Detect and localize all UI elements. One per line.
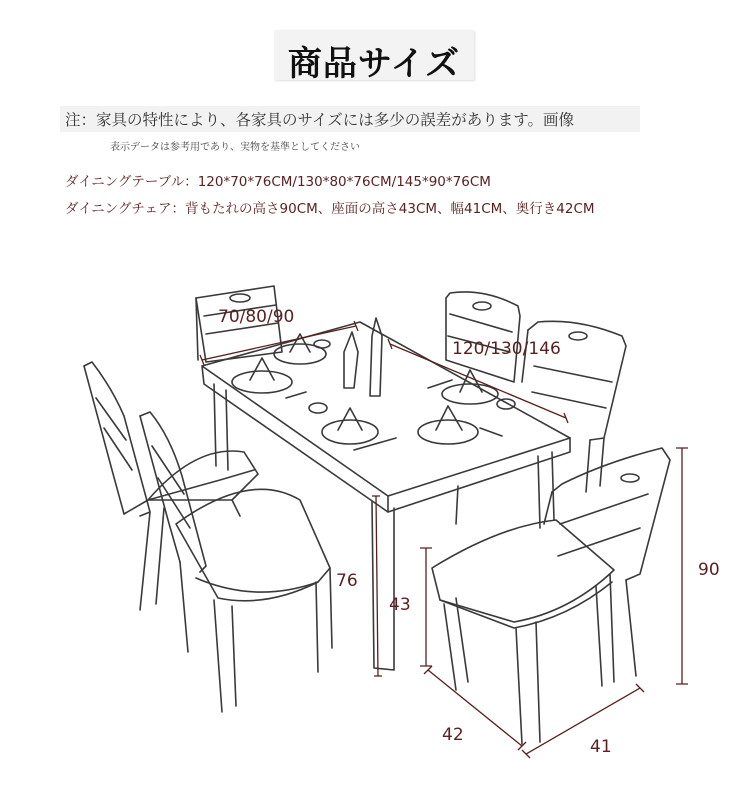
seat-height-label: 43 bbox=[389, 595, 411, 615]
table-spec: ダイニングテーブル：120*70*76CM/130*80*76CM/145*90*76CM bbox=[65, 174, 491, 190]
table-length-label: 120/130/146 bbox=[452, 339, 561, 359]
chair-front-right bbox=[432, 448, 670, 744]
chair-left-far bbox=[84, 362, 258, 610]
chair-height-label: 90 bbox=[698, 560, 720, 580]
chair-width-label: 41 bbox=[590, 737, 612, 757]
reference-note: 表示データは参考用であり、実物を基準としてください bbox=[110, 142, 360, 153]
chair-spec: ダイニングチェア：背もたれの高さ90CM、座面の高さ43CM、幅41CM、奥行き42CM bbox=[65, 201, 595, 217]
chair-back-right bbox=[446, 292, 520, 382]
page-title: 商品サイズ bbox=[287, 44, 461, 84]
chair-front-left bbox=[140, 412, 332, 712]
table-height-label: 76 bbox=[336, 571, 358, 591]
error-note: 注：家具の特性により、各家具のサイズには多少の誤差があります。画像 bbox=[65, 111, 575, 129]
chair-depth-label: 42 bbox=[442, 725, 464, 745]
table-width-label: 70/80/90 bbox=[218, 307, 295, 327]
